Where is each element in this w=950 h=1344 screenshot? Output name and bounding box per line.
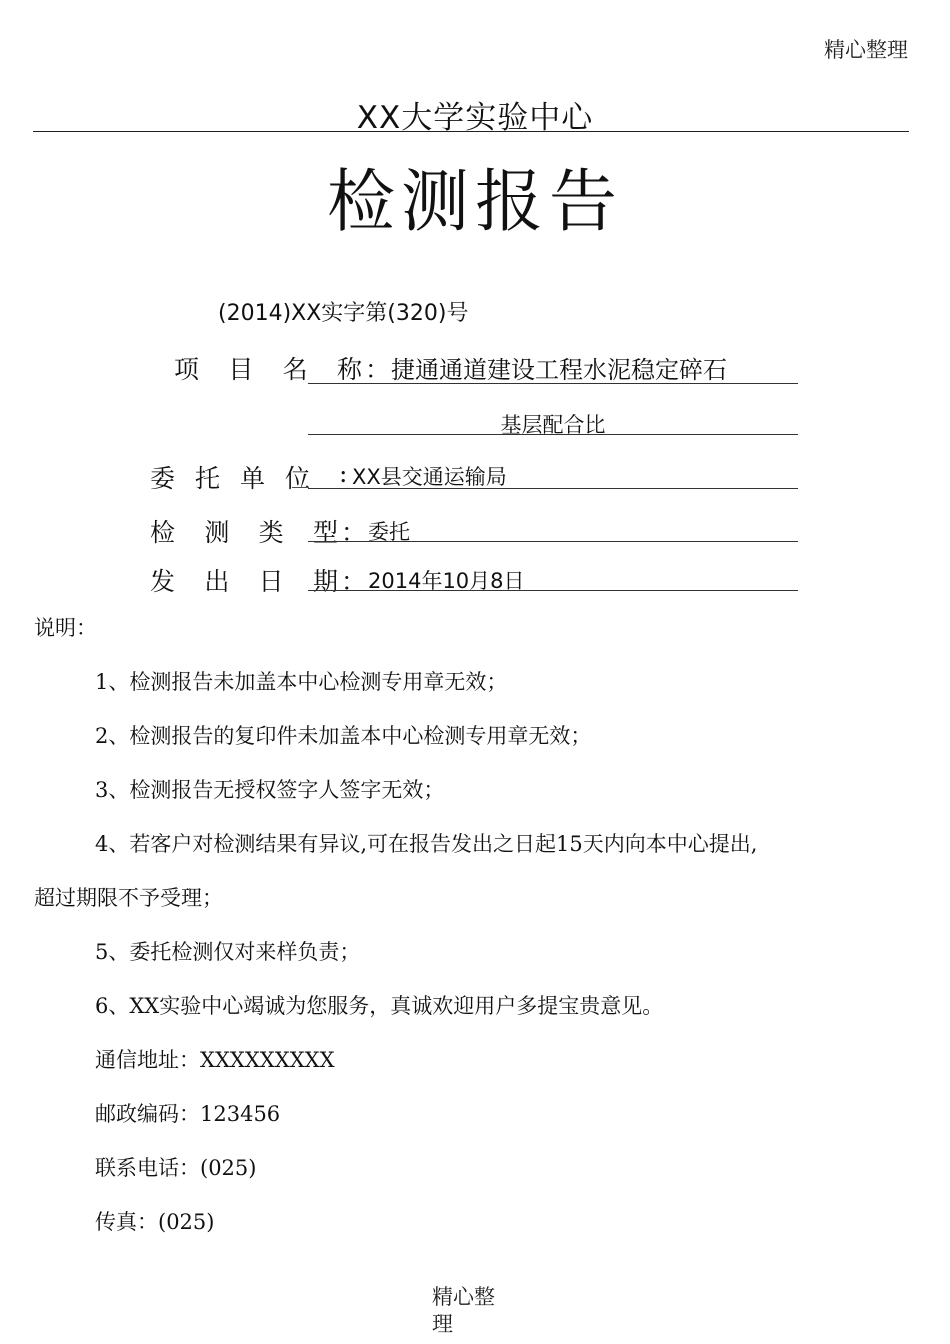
client-value: XX县交通运输局 [352,465,507,489]
report-number: (2014)XX实字第(320)号 [218,301,469,326]
header-divider [33,131,909,132]
project-name-separator: ： [365,355,391,384]
project-name-label [174,350,362,386]
report-title: 检测报告 [326,163,623,242]
label-char: 名 [282,355,308,384]
test-type-value: 委托 [368,520,410,544]
note-item: 1、检测报告未加盖本中心检测专用章无效； [95,670,508,694]
header-watermark-text: 精心整理 [824,38,908,62]
contact-fax: 传真：(025) [95,1210,215,1234]
issue-date-label [150,562,338,598]
label-char: 检 [150,518,176,547]
label-char: 项 [174,355,200,384]
label-char: 型 [312,518,338,547]
test-type-underline [308,541,798,542]
test-type-label [150,513,338,549]
contact-phone: 联系电话：(025) [95,1156,257,1180]
label-char: 测 [204,518,230,547]
label-char: 称 [336,355,362,384]
note-item: 2、检测报告的复印件未加盖本中心检测专用章无效； [95,724,592,748]
project-name-value-line1: 捷通通道建设工程水泥稳定碎石 [391,356,727,384]
project-name-underline [308,383,798,384]
note-item: 6、XX实验中心竭诚为您服务，真诚欢迎用户多提宝贵意见。 [95,994,664,1018]
contact-address: 通信地址：XXXXXXXXX [95,1048,335,1072]
note-item: 5、委托检测仅对来样负责； [95,940,361,964]
organization-title: XX大学实验中心 [356,100,594,136]
label-char: 日 [258,567,284,596]
label-char: 位 [284,464,310,493]
label-char: 单 [239,464,265,493]
label-char: 委 [150,464,176,493]
label-char: 类 [258,518,284,547]
issue-date-underline [308,590,798,591]
label-char: 出 [204,567,230,596]
test-type-separator: ： [341,518,367,547]
contact-postcode: 邮政编码：123456 [95,1102,281,1126]
client-underline [308,488,798,489]
note-item-continuation: 超过期限不予受理； [34,886,223,910]
client-label [150,459,310,495]
label-char: 期 [312,567,338,596]
client-separator: : [339,459,348,488]
issue-date-separator: ： [341,567,367,596]
label-char: 发 [150,567,176,596]
note-item: 4、若客户对检测结果有异议,可在报告发出之日起15天内向本中心提出, [95,832,758,856]
issue-date-value: 2014年10月8日 [368,569,525,593]
project-name-value-line2: 基层配合比 [500,413,606,437]
label-char: 目 [228,355,254,384]
footer-watermark-text: 精心整理 [432,1285,495,1336]
project-name-underline-2 [308,434,798,435]
label-char: 托 [194,464,220,493]
notes-heading: 说明： [34,616,97,640]
note-item: 3、检测报告无授权签字人签字无效； [95,778,445,802]
